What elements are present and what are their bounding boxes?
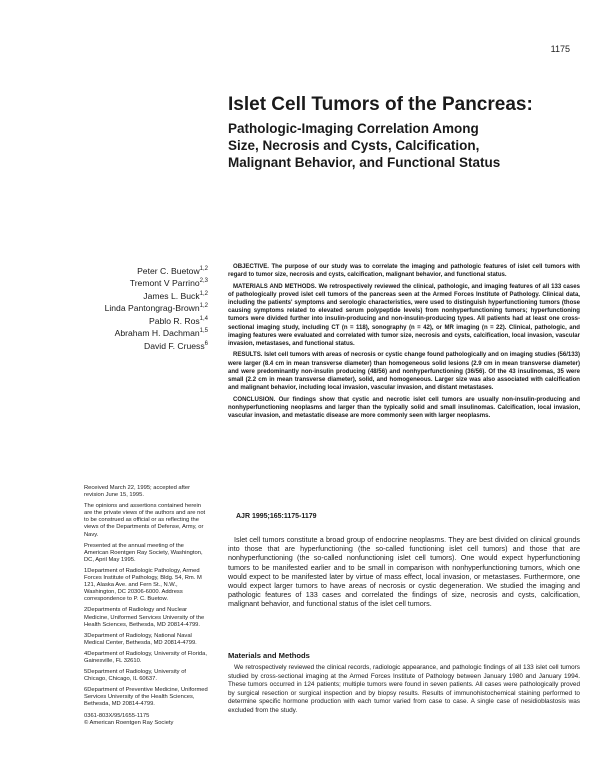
abstract-label: RESULTS. — [233, 352, 263, 359]
footnote-issn: 0361-803X/95/1655-1175 — [84, 712, 150, 719]
author-list — [100, 264, 208, 351]
abstract-methods — [228, 283, 580, 349]
author — [100, 326, 208, 338]
abstract-label: MATERIALS AND METHODS. — [233, 283, 317, 290]
abstract-text: Islet cell tumors with areas of necrosis or cystic change found pathologically and on imaging studies (56/133) were larger (8.4 cm in mean transverse diameter) than homogeneous solid lesions (2.9 cm in mean transverse diameter) and were predominantly non-insulin producing (48/56) and nonhyperfunctioning (36/56). Of the 43 insulinomas, 35 were small (2.2 cm in mean transverse diameter), solid, and homogeneous. Larger size was also associated with calcification and malignant behavior, including local invasion, vascular invasion, and distant metastases. — [228, 352, 580, 392]
author-affiliation-sup: 6 — [204, 340, 208, 347]
subtitle-line: Pathologic-Imaging Correlation Among — [228, 121, 479, 136]
author-name: Tremont V Parrino — [129, 278, 200, 289]
section-heading-methods: Materials and Methods — [228, 651, 310, 660]
footnote-disclaimer: The opinions and assertions contained herein are the private views of the authors and are not to be construed as official or as reflecting the views of the Departments of Defense, Army, or Navy. — [84, 503, 206, 538]
author-name: Pablo R. Ros — [149, 315, 200, 326]
footnote-affiliation: 5Department of Radiology, University of Chicago, Chicago, IL 60637. — [84, 669, 187, 683]
footnote-affiliation: 6Department of Preventive Medicine, Uniformed Services University of the Health Sciences, Bethesda, MD 20814-4799. — [84, 687, 208, 708]
footnote-affiliation: 3Department of Radiology, National Naval Medical Center, Bethesda, MD 20814-4799. — [84, 632, 197, 646]
footnote-copyright: © American Roentgen Ray Society — [84, 719, 174, 726]
abstract-objective — [228, 263, 580, 279]
footnotes — [84, 485, 208, 727]
footnote-affiliation: 4Department of Radiology, University of Florida, Gainesville, FL 32610. — [84, 650, 207, 664]
subtitle-line: Malignant Behavior, and Functional Status — [228, 155, 501, 170]
author — [100, 314, 208, 326]
author-affiliation-sup: 1,2 — [199, 290, 208, 297]
abstract-label: CONCLUSION. — [233, 396, 276, 403]
methods-section — [228, 664, 580, 716]
author — [100, 289, 208, 301]
author-name: Abraham H. Dachman — [114, 328, 200, 339]
abstract-results — [228, 351, 580, 392]
journal-citation: AJR 1995;165:1175-1179 — [236, 513, 317, 520]
author-affiliation-sup: 1,2 — [199, 303, 208, 310]
subtitle-line: Size, Necrosis and Cysts, Calcification, — [228, 138, 480, 153]
author-affiliation-sup: 1,5 — [199, 328, 208, 335]
footnote-affiliation: 1Department of Radiologic Pathology, Armed Forces Institute of Pathology, Bldg. 54, Rm. M 121, Alaska Ave. and Fern St., N.W., Washington, DC 20306-6000. Address correspondence to P. C. Buetow. — [84, 567, 202, 603]
abstract — [228, 263, 580, 423]
article-subtitle — [228, 120, 578, 171]
abstract-label: OBJECTIVE. — [233, 264, 269, 270]
methods-paragraph: We retrospectively reviewed the clinical records, radiologic appearance, and pathologic findings of all 133 islet cell tumors studied by cross-sectional imaging at the Armed Forces Institute of Pathology between January 1980 and January 1994. These tumors occurred in 124 patients; multiple tumors were found in seven patients. All cases were pathologically proved by surgical resection or surgical inspection and by biopsy results. Results of immunohistochemical staining performed to determine specific hormone production with each tumor varied from case to case. A single case of nesidioblastosis was excluded from the study. — [228, 664, 580, 714]
author-name: Peter C. Buetow — [137, 265, 200, 276]
footnote-presented: Presented at the annual meeting of the American Roentgen Ray Society, Washington, DC, April May 1995. — [84, 542, 203, 563]
author-name: Linda Pantongrag-Brown — [104, 303, 200, 314]
author-affiliation-sup: 2,3 — [199, 278, 208, 285]
footnote-affiliation: 2Departments of Radiology and Nuclear Medicine, Uniformed Services University of the Health Sciences, Bethesda, MD 20814-4799. — [84, 607, 205, 628]
footnote-received: Received March 22, 1995; accepted after revision June 15, 1995. — [84, 485, 191, 499]
intro-paragraph: Islet cell tumors constitute a broad group of endocrine neoplasms. They are best divided on clinical grounds into those that are hyperfunctioning (the so-called functioning islet cell tumors) and those that are nonhyperfunctioning (the so-called nonfunctioning islet cell tumors). One would expect hyperfunctioning tumors to be manifested earlier and to be small in comparison with nonhyperfunctioning tumors, which one would expect to be manifested later by virtue of mass effect, local invasion, or metastases. Furthermore, one would expect larger tumors to have areas of necrosis or cystic degeneration. We studied the imaging and pathologic features of 133 cases and correlated the findings of size, necrosis and cysts, calcification, malignant behavior, and functional status of the islet cell tumors. — [228, 535, 580, 609]
abstract-text: The purpose of our study was to correlate the imaging and pathologic features of islet cell tumors with regard to tumor size, necrosis and cysts, calcification, malignant behavior, and functional status. — [228, 264, 580, 279]
author-affiliation-sup: 1,2 — [199, 266, 208, 272]
abstract-text: We retrospectively reviewed the clinical, pathologic, and imaging features of all 133 cases of pathologically proved islet cell tumors of the pancreas seen at the Armed Forces Institute of Pathology. Clinical data, including the patients' symptoms and serologic characteristics, were used to distinguish hyperfunctioning tumors (those causing symptoms related to elevated serum polypeptide levels) from nonhyperfunctioning tumors; hyperfunctioning tumors were divided further into insulin-producing and non-insulin-producing types. All patients had at least one cross-sectional imaging study, including CT (n = 118), sonography (n = 42), or MR imaging (n = 22). Clinical, pathologic, and imaging features were evaluated and correlated with tumor size, necrosis and cysts, calcification, local invasion, vascular invasion, metastases, and functional status. — [228, 283, 580, 348]
introduction — [228, 535, 580, 609]
author-affiliation-sup: 1,4 — [199, 315, 208, 322]
article-title: Islet Cell Tumors of the Pancreas: — [228, 94, 533, 115]
author — [100, 276, 208, 288]
author-name: David F. Cruess — [144, 340, 205, 351]
author — [100, 264, 208, 276]
author — [100, 339, 208, 351]
author-name: James L. Buck — [143, 290, 200, 301]
author — [100, 301, 208, 313]
abstract-conclusion — [228, 396, 580, 421]
page-number: 1175 — [550, 44, 570, 54]
abstract-text: Our findings show that cystic and necrotic islet cell tumors are usually non-insulin-producing and nonhyperfunctioning neoplasms and larger than the typically solid and small insulinomas. Calcification, local invasion, vascular invasion, and metastatic disease are more commonly seen with larger neoplasms. — [228, 396, 580, 420]
